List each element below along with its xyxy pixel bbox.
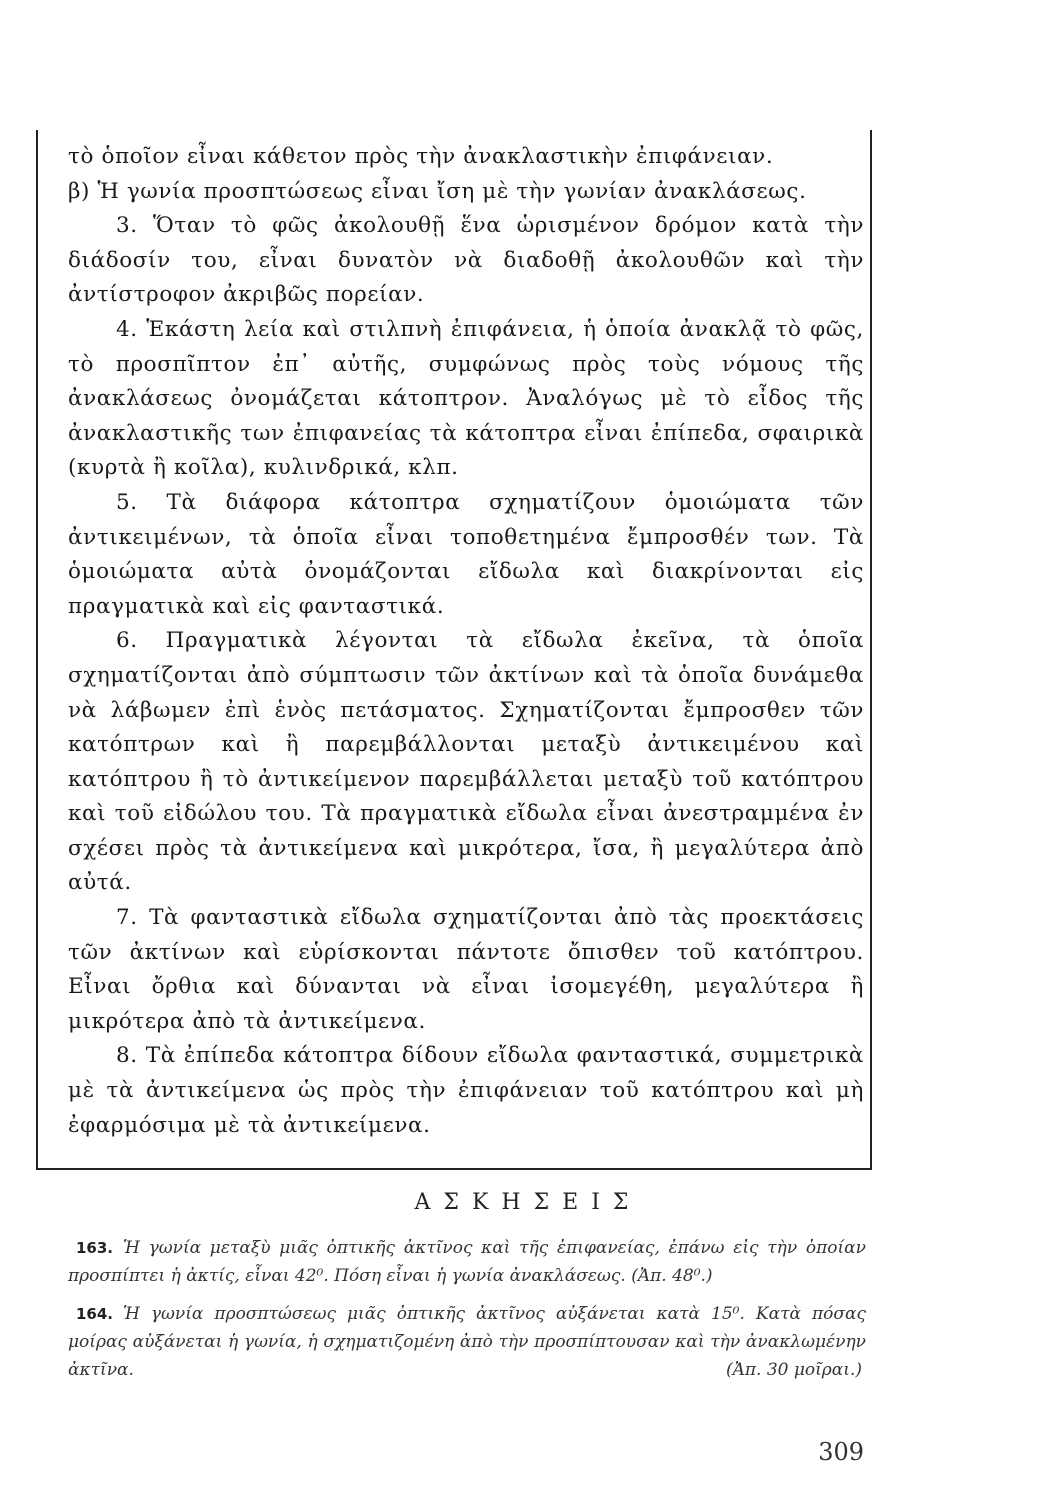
exercise-number: 164. bbox=[76, 1305, 114, 1323]
paragraph-4: 4. Ἑκάστη λεία καὶ στιλπνὴ ἐπιφάνεια, ἡ ὁποία ἀνακλᾷ τὸ φῶς, τὸ προσπῖπτον ἐπ᾽ αὐτῆς, συμφώνως πρὸς τοὺς νόμους τῆς ἀνακλάσεως ὀνομάζεται κάτοπτρον. Ἀναλόγως μὲ τὸ εἶδος τῆς ἀνακλαστικῆς των ἐπιφανείας τὰ κάτοπτρα εἶναι ἐπίπεδα, σφαιρικὰ (κυρτὰ ἢ κοῖλα), κυλινδρικά, κλπ. bbox=[68, 316, 864, 481]
exercise-164 bbox=[68, 1300, 866, 1384]
exercises-list bbox=[68, 1234, 866, 1394]
paragraph-8: 8. Τὰ ἐπίπεδα κάτοπτρα δίδουν εἴδωλα φανταστικά, συμμετρικὰ μὲ τὰ ἀντικείμενα ὡς πρὸς τὴν ἐπιφάνειαν τοῦ κατόπτρου καὶ μὴ ἐφαρμόσιμα μὲ τὰ ἀντικείμενα. bbox=[68, 1043, 864, 1138]
page-number: 309 bbox=[818, 1438, 864, 1466]
paragraph-2b: β) Ἡ γωνία προσπτώσεως εἶναι ἴση μὲ τὴν γωνίαν ἀνακλάσεως. bbox=[68, 178, 807, 204]
exercises-heading: ΑΣΚΗΣΕΙΣ bbox=[414, 1190, 642, 1215]
paragraph-fragment: τὸ ὁποῖον εἶναι κάθετον πρὸς τὴν ἀνακλαστικὴν ἐπιφάνειαν. bbox=[68, 144, 774, 169]
paragraph-3: 3. Ὅταν τὸ φῶς ἀκολουθῇ ἕνα ὡρισμένον δρόμον κατὰ τὴν διάδοσίν του, εἶναι δυνατὸν νὰ διαδοθῇ ἀκολουθῶν καὶ τὴν ἀντίστροφον ἀκριβῶς πορείαν. bbox=[68, 213, 864, 308]
paragraph-6: 6. Πραγματικὰ λέγονται τὰ εἴδωλα ἐκεῖνα, τὰ ὁποῖα σχηματίζονται ἀπὸ σύμπτωσιν τῶν ἀκτίνων καὶ τὰ ὁποῖα δυνάμεθα νὰ λάβωμεν ἐπὶ ἑνὸς πετάσματος. Σχηματίζονται ἔμπροσθεν τῶν κατόπτρων καὶ ἢ παρεμβάλλονται μεταξὺ ἀντικειμένου καὶ κατόπτρου ἢ τὸ ἀντικείμενον παρεμβάλλεται μεταξὺ τοῦ κατόπτρου καὶ τοῦ εἰδώλου του. Τὰ πραγματικὰ εἴδωλα εἶναι ἀνεστραμμένα ἐν σχέσει πρὸς τὰ ἀντικείμενα καὶ μικρότερα, ἴσα, ἢ μεγαλύτερα ἀπὸ αὐτά. bbox=[68, 628, 864, 896]
summary-text bbox=[68, 140, 864, 1143]
exercise-text: Ἡ γωνία προσπτώσεως μιᾶς ὀπτικῆς ἀκτῖνος αὐξάνεται κατὰ 15⁰. Κατὰ πόσας μοίρας αὐξάνεται ἡ γωνία, ἡ σχηματιζομένη ἀπὸ τὴν προσπίπτουσαν καὶ τὴν ἀνακλωμένην ἀκτῖνα. bbox=[68, 1304, 866, 1380]
exercise-text: Ἡ γωνία μεταξὺ μιᾶς ὀπτικῆς ἀκτῖνος καὶ τῆς ἐπιφανείας, ἐπάνω εἰς τὴν ὁποίαν προσπίπτει ἡ ἀκτίς, εἶναι 42⁰. Πόση εἶναι ἡ γωνία ἀνακλάσεως. (Ἀπ. 48⁰.) bbox=[68, 1238, 866, 1286]
paragraph-7: 7. Τὰ φανταστικὰ εἴδωλα σχηματίζονται ἀπὸ τὰς προεκτάσεις τῶν ἀκτίνων καὶ εὑρίσκονται πάντοτε ὄπισθεν τοῦ κατόπτρου. Εἶναι ὄρθια καὶ δύνανται νὰ εἶναι ἰσομεγέθη, μεγαλύτερα ἢ μικρότερα ἀπὸ τὰ ἀντικείμενα. bbox=[68, 905, 864, 1034]
exercise-answer: (Ἀπ. 30 μοῖραι.) bbox=[725, 1360, 862, 1380]
exercise-163 bbox=[68, 1234, 866, 1290]
exercise-number: 163. bbox=[76, 1239, 114, 1257]
paragraph-5: 5. Τὰ διάφορα κάτοπτρα σχηματίζουν ὁμοιώματα τῶν ἀντικειμένων, τὰ ὁποῖα εἶναι τοποθετημένα ἔμπροσθέν των. Τὰ ὁμοιώματα αὐτὰ ὀνομάζονται εἴδωλα καὶ διακρίνονται εἰς πραγματικὰ καὶ εἰς φανταστικά. bbox=[68, 489, 864, 619]
